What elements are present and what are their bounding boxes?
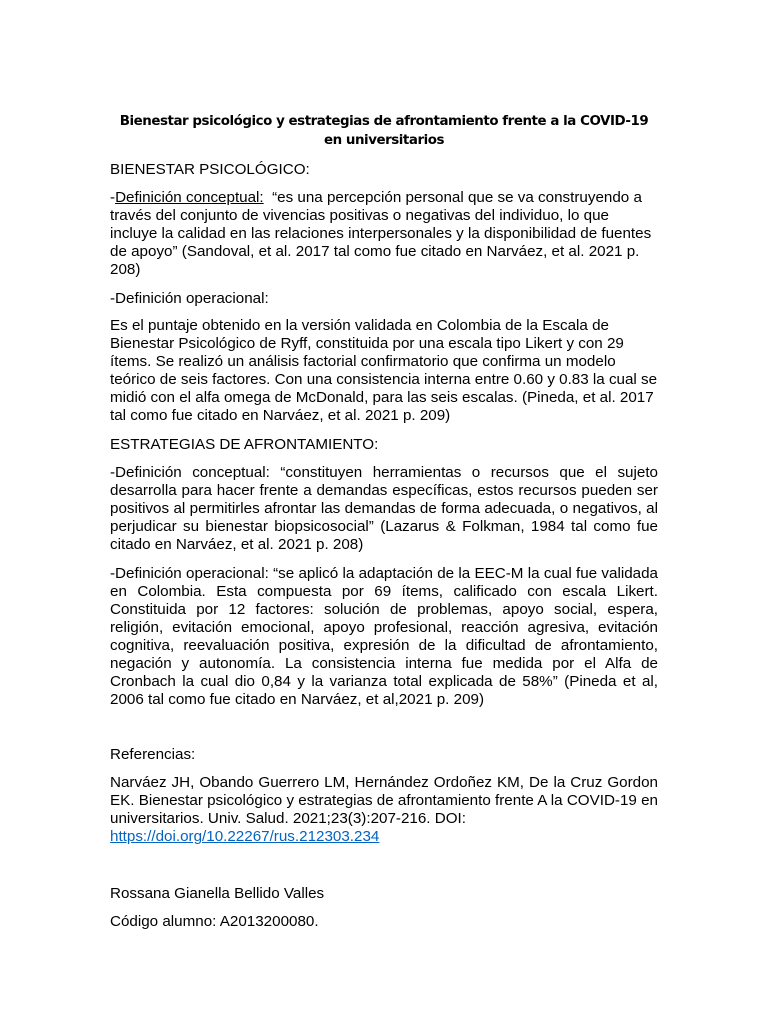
paragraph-afrontamiento-operacional: -Definición operacional: “se aplicó la adaptación de la EEC-M la cual fue validada en Colombia. Esta compuesta por 69 ítems, calificado con escala Likert. Constituida por 12 factores: solución de problemas, apoyo social, espera, religión, evitación emocional, apoyo profesional, reacción agresiva, evitación cognitiva, reevaluación positiva, expresión de la dificultad de afrontamiento, negación y autonomía. La consistencia interna fue medida por el Alfa de Cronbach la cual dio 0,84 y la varianza total explicada de 58%” (Pineda et al, 2006 tal como fue citado en Narváez, et al,2021 p. 209) — [110, 565, 658, 708]
paragraph-bienestar-conceptual — [110, 189, 658, 279]
paragraph-afrontamiento-conceptual: -Definición conceptual: “constituyen herramientas o recursos que el sujeto desarrolla para hacer frente a demandas específicas, estos recursos pueden ser positivos al permitirles afrontar las demandas de forma adecuada, o negativos, al perjudicar su bienestar biopsicosocial” (Lazarus & Folkman, 1984 tal como fue citado en Narváez, et al. 2021 p. 208) — [110, 464, 658, 553]
section-heading-afrontamiento: ESTRATEGIAS DE AFRONTAMIENTO: — [110, 436, 379, 453]
author-name: Rossana Gianella Bellido Valles — [110, 885, 325, 902]
section-heading-bienestar: BIENESTAR PSICOLÓGICO: — [110, 161, 310, 178]
label-definicion-operacional: -Definición operacional: — [110, 290, 269, 307]
label-definicion-conceptual: Definición conceptual: — [115, 189, 264, 206]
document-title: Bienestar psicológico y estrategias de afrontamiento frente a la COVID-19 en universitarios — [119, 114, 649, 148]
prefix-dash: - — [110, 189, 116, 206]
reference-text: Narváez JH, Obando Guerrero LM, Hernández Ordoñez KM, De la Cruz Gordon EK. Bienestar psicológico y estrategias de afrontamiento frente A la COVID-19 en universitarios. Univ. Salud. 2021;23(3):207-216. DOI: — [110, 774, 658, 827]
document-page — [110, 0, 658, 1024]
paragraph-bienestar-operacional: Es el puntaje obtenido en la versión validada en Colombia de la Escala de Bienestar Psicológico de Ryff, constituida por una escala tipo Likert y con 29 ítems. Se realizó un análisis factorial confirmatorio que confirma un modelo teórico de seis factores. Con una consistencia interna entre 0.60 y 0.83 la cual se midió con el alfa omega de McDonald, para las seis escalas. (Pineda, et al. 2017 tal como fue citado en Narváez, et al. 2021 p. 209) — [110, 317, 658, 424]
references-heading: Referencias: — [110, 746, 196, 763]
student-code: Código alumno: A2013200080. — [110, 913, 319, 930]
text-definicion-conceptual: “es una percepción personal que se va construyendo a través del conjunto de vivencias positivas o negativas del individuo, lo que incluye la calidad en las relaciones interpersonales y la disponibilidad de fuentes de apoyo” (Sandoval, et al. 2017 tal como fue citado en Narváez, et al. 2021 p. 208) — [110, 189, 656, 278]
doi-link[interactable]: https://doi.org/10.22267/rus.212303.234 — [110, 828, 380, 845]
reference-entry — [110, 774, 658, 846]
